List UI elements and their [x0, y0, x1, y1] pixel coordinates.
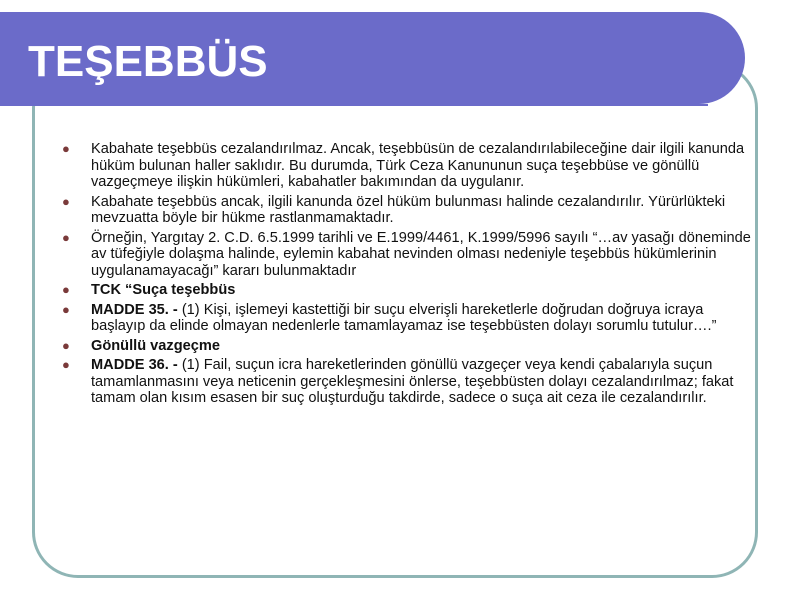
- bullet-item: [62, 302, 752, 335]
- bullet-text: Kabahate teşebbüs cezalandırılmaz. Ancak, teşebbüsün de cezalandırılabileceğine dair ilgili kanunda hüküm bulunan haller saklıdır. Bu durumda, Türk Ceza Kanununun suça teşebbüse ve gönüllü vazgeçmeye ilişkin hükümleri, kabahatler bakımından da uygulanır.: [91, 141, 745, 190]
- bullet-item: [62, 357, 752, 407]
- bullet-icon: ●: [62, 141, 70, 156]
- bullet-item: [62, 230, 752, 280]
- bullet-bold-text: MADDE 35. -: [91, 301, 178, 318]
- bullet-item: [62, 194, 752, 227]
- bullet-icon: ●: [62, 193, 70, 209]
- bullet-icon: ●: [62, 229, 70, 245]
- bullet-list: [62, 141, 752, 407]
- bullet-item: [62, 282, 752, 299]
- bullet-bold-text: Gönüllü vazgeçme: [91, 337, 220, 354]
- bullet-text: (1) Fail, suçun icra hareketlerinden gönüllü vazgeçer veya kendi çabalarıyla suçun tamamlanmasını veya neticenin gerçekleşmesini önlerse, teşebbüsten dolayı cezalandırılmaz; fakat tamam olan kısım esasen bir suç oluşturduğu takdirde, sadece o suça ait ceza ile cezalandırılır.: [91, 357, 734, 406]
- bullet-icon: ●: [62, 301, 70, 317]
- slide-content: [62, 141, 752, 410]
- bullet-item: [62, 338, 752, 355]
- bullet-text: Kabahate teşebbüs ancak, ilgili kanunda özel hüküm bulunması halinde cezalandırılır. Yürürlükteki mevzuatta böyle bir hükme rastlanmamaktadır.: [91, 193, 726, 226]
- bullet-icon: ●: [62, 337, 70, 353]
- bullet-bold-text: TCK “Suça teşebbüs: [91, 282, 236, 298]
- bullet-text: Örneğin, Yargıtay 2. C.D. 6.5.1999 tarihli ve E.1999/4461, K.1999/5996 sayılı “…av yasağı döneminde av tüfeğiyle dolaşma halinde, eylemin kabahat nevinden olması nedeniyle teşebbüs hükümlerinin uygulanamayacağı” kararı bulunmaktadır: [91, 229, 751, 279]
- bullet-icon: ●: [62, 357, 70, 372]
- slide-title: TEŞEBBÜS: [28, 37, 268, 86]
- bullet-item: [62, 141, 752, 191]
- bullet-text: (1) Kişi, işlemeyi kastettiği bir suçu elverişli hareketlerle doğrudan doğruya icraya başlayıp da elinde olmayan nedenlerle tamamlayamaz ise teşebbüsten dolayı sorumlu tutulur….”: [91, 301, 717, 334]
- bullet-icon: ●: [62, 282, 70, 297]
- title-underline: [0, 104, 708, 106]
- bullet-bold-text: MADDE 36. -: [91, 357, 178, 373]
